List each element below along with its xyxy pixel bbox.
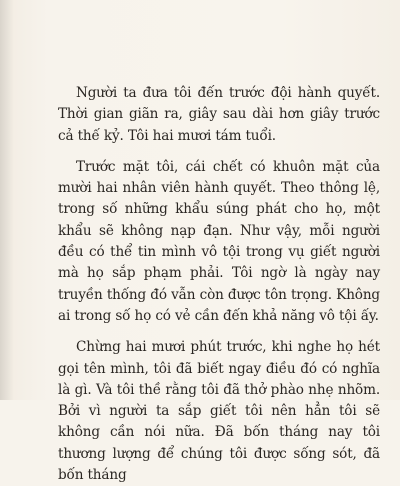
page-text (58, 83, 380, 486)
paragraph-2: Trước mặt tôi, cái chết có khuôn mặt của mười hai nhân viên hành quyết. Theo thông lệ, trong số những khẩu súng phát cho họ, một khẩu sẽ không nạp đạn. Như vậy, mỗi người đều có thể tin mình vô tội trong vụ giết người mà họ sắp phạm phải. Tôi ngờ là ngày nay truyền thống đó vẫn còn được tôn trọng. Không ai trong số họ có vẻ cần đến khả năng vô tội ấy. (58, 158, 380, 324)
paragraph-1: Người ta đưa tôi đến trước đội hành quyết. Thời gian giãn ra, giây sau dài hơn giây trước cả thế kỷ. Tôi hai mươi tám tuổi. (58, 85, 380, 144)
paragraph-3: Chừng hai mươi phút trước, khi nghe họ hét gọi tên mình, tôi đã biết ngay điều đó có nghĩa là gì. Và tôi thề rằng tôi đã thở phào nhẹ nhõm. Bởi vì người ta sắp giết tôi nên hẳn tôi sẽ không cần nói nữa. Đã bốn tháng nay tôi thương lượng để chúng tôi được sống sót, đã bốn tháng (58, 339, 380, 484)
page-spine-shadow (0, 0, 14, 400)
